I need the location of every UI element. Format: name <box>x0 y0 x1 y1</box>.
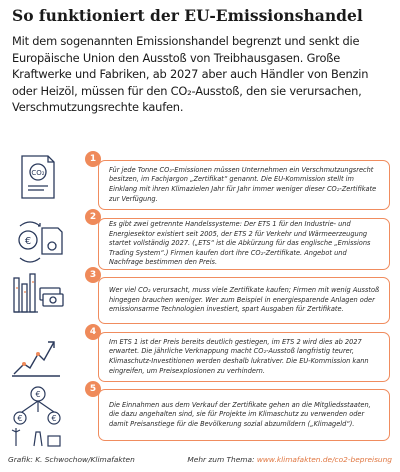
euro-distribution-icon <box>8 384 68 448</box>
step-number-5: 5 <box>85 381 101 397</box>
factory-icon <box>8 268 68 324</box>
step-number-1: 1 <box>85 151 101 167</box>
rising-chart-icon <box>8 330 68 386</box>
svg-text:€: € <box>24 236 32 247</box>
step-card-1 <box>98 160 390 210</box>
step-card-3 <box>98 277 390 324</box>
step-text-4: Im ETS 1 ist der Preis bereits deutlich gestiegen, im ETS 2 wird dies ab 2027 erwartet. Die jährliche Verknappung macht CO₂-Ausstoß langfristig teurer, Klimaschutz-Investitionen werden deshalb lukrativer. Die EU-Kommission kann eingreifen, um Preisexplosionen zu verhindern. <box>109 337 369 375</box>
footer-more-link[interactable]: www.klimafakten.de/co2-bepreisung <box>256 455 392 464</box>
step-card-4 <box>98 332 390 382</box>
svg-text:€: € <box>17 414 23 423</box>
intro-text: Mit dem sogenannten Emissionshandel begrenzt und senkt die Europäische Union den Ausstoß von Treibhausgasen. Große Kraftwerke und Fabriken, ab 2027 aber auch Händler von Benzin oder Heizöl, müssen für den CO₂-Ausstoß, den sie verursachen, Verschmutzungsrechte kaufen. <box>12 34 369 114</box>
step-text-1: Für jede Tonne CO₂-Emissionen müssen Unternehmen ein Verschmutzungsrecht besitzen, im Fachjargon „Zertifikat“ genannt. Die EU-Kommission stellt im Einklang mit ihren Klimazielen Jahr für Jahr immer weniger dieser CO₂-Zertifikate zur Verfügung. <box>109 165 377 203</box>
certificate-icon <box>8 150 68 206</box>
step-number-2: 2 <box>85 209 101 225</box>
step-text-2: Es gibt zwei getrennte Handelssysteme: Der ETS 1 für den Industrie- und Energiesektor existiert seit 2005, der ETS 2 für Verkehr und Wärmeerzeugung startet vollständig 2027. („ETS“ ist die Abkürzung für das englische „Emissions Trading System“.) Firmen kaufen dort ihre CO₂-Zertifikate. Angebot und Nachfrage bestimmen den Preis. <box>109 220 371 267</box>
step-text-3: Wer viel CO₂ verursacht, muss viele Zertifikate kaufen; Firmen mit wenig Ausstoß hingegen brauchen weniger. Wer zum Beispiel in energiesparende Anlagen oder emissionsarme Technologien investiert, spart Ausgaben für Zertifikate. <box>109 286 380 314</box>
euro-exchange-icon <box>8 214 68 270</box>
footer-more-prefix: Mehr zum Thema: <box>187 455 257 464</box>
svg-text:€: € <box>35 390 41 399</box>
page-title: So funktioniert der EU-Emissionshandel <box>12 6 363 25</box>
step-card-5 <box>98 389 390 441</box>
footer-more <box>187 455 392 464</box>
footer-credit: Grafik: K. Schwochow/Klimafakten <box>8 455 135 464</box>
step-number-3: 3 <box>85 267 101 283</box>
step-text-5: Die Einnahmen aus dem Verkauf der Zertifikate gehen an die Mitgliedsstaaten, die dazu angehalten sind, sie für Projekte im Klimaschutz zu verwenden oder damit Preisanstiege für die Bevölkerung sozial abzumildern („Klimageld“). <box>109 400 371 428</box>
step-number-4: 4 <box>85 324 101 340</box>
svg-text:€: € <box>51 414 57 423</box>
certificate-co2-label: CO₂ <box>31 169 45 177</box>
step-card-2 <box>98 218 390 270</box>
